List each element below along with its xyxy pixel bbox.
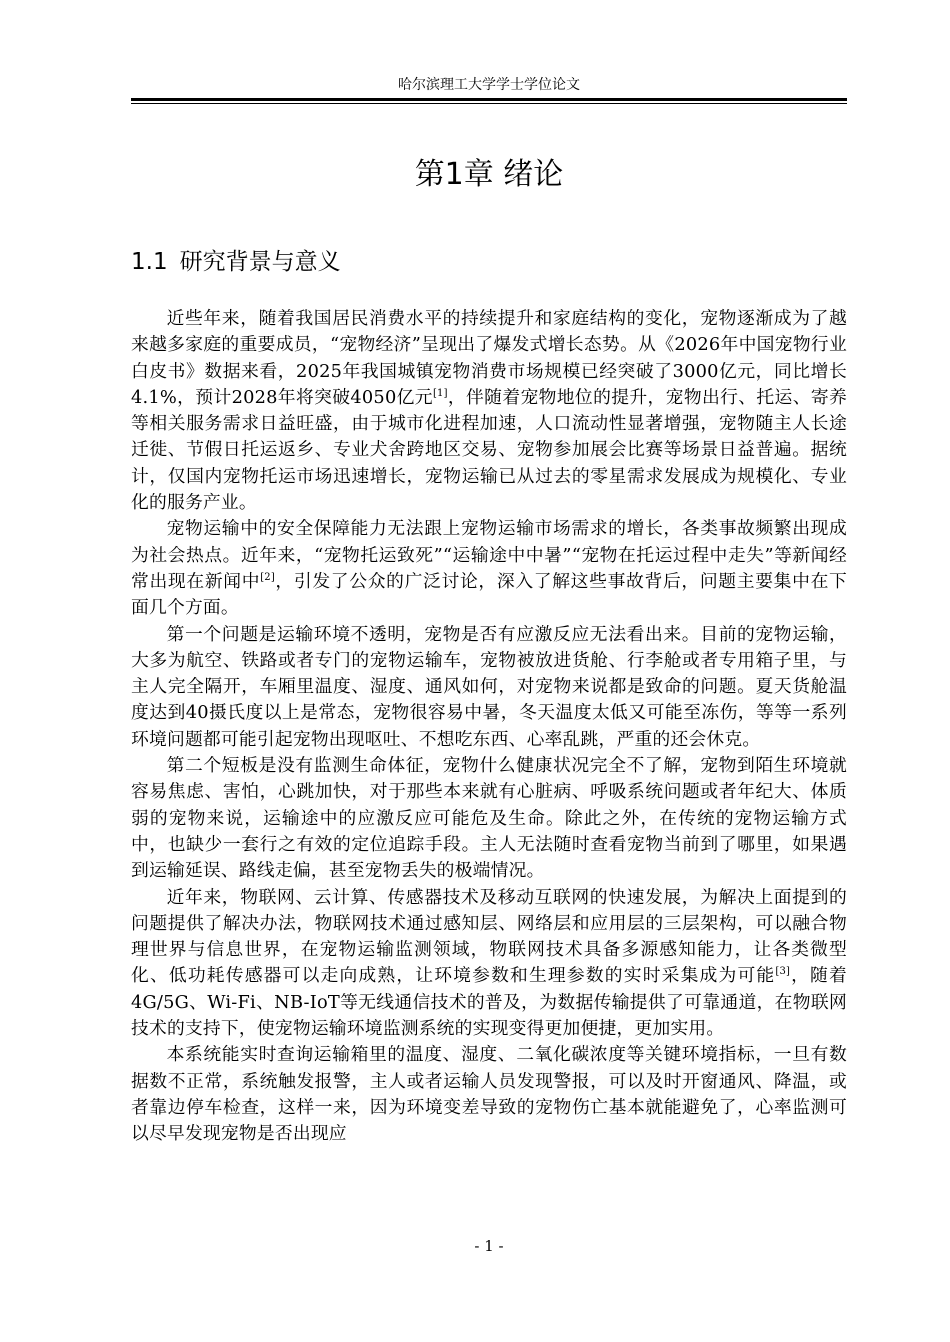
chapter-title: 第1章 绪论 bbox=[414, 157, 564, 192]
paragraph-text: 第二个短板是没有监测生命体征，宠物什么健康状况完全不了解，宠物到陌生环境就容易焦虑、害怕，心跳加快，对于那些本来就有心脏病、呼吸系统问题或者年纪大、体质弱的宠物来说，运输途中的应激反应可能危及生命。除此之外，在传统的宠物运输方式中，也缺少一套行之有效的定位追踪手段。主人无法随时查看宠物当前到了哪里，如果遇到运输延误、路线走偏，甚至宠物丢失的极端情况。 bbox=[131, 755, 847, 882]
body-paragraph bbox=[131, 753, 847, 884]
paragraph-text: 近年来，物联网、云计算、传感器技术及移动互联网的快速发展，为解决上面提到的问题提供了解决办法，物联网技术通过感知层、网络层和应用层的三层架构，可以融合物理世界与信息世界，在宠物运输监测领域，物联网技术具备多源感知能力，让各类微型化、低功耗传感器可以走向成熟，让环境参数和生理参数的实时采集成为可能 bbox=[131, 886, 847, 987]
paragraph-text: ，引发了公众的广泛讨论，深入了解这些事故背后，问题主要集中在下面几个方面。 bbox=[131, 570, 848, 619]
header-rule-thick bbox=[131, 98, 847, 101]
paragraph-text: 宠物运输中的安全保障能力无法跟上宠物运输市场需求的增长，各类事故频繁出现成为社会热点。近年来，“宠物托运致死”“运输途中中暑”“宠物在托运过程中走失”等新闻经常出现在新闻中 bbox=[131, 518, 847, 592]
section-heading bbox=[131, 245, 341, 279]
citation-marker: [2] bbox=[260, 572, 275, 584]
paragraph-text: 第一个问题是运输环境不透明，宠物是否有应激反应无法看出来。目前的宠物运输，大多为航空、铁路或者专门的宠物运输车，宠物被放进货舱、行李舱或者专用箱子里，与主人完全隔开，车厢里温度、湿度、通风如何，对宠物来说都是致命的问题。夏天货舱温度达到40摄氏度以上是常态，宠物很容易中暑，冬天温度太低又可能至冻伤，等等一系列环境问题都可能引起宠物出现呕吐、不想吃东西、心率乱跳，严重的还会休克。 bbox=[131, 623, 847, 750]
page-number: - 1 - bbox=[474, 1237, 504, 1255]
paragraph-text: ，随着4G/5G、Wi-Fi、NB-IoT等无线通信技术的普及，为数据传输提供了可靠通道，在物联网技术的支持下，使宠物运输环境监测系统的实现变得更加便捷，更加实用。 bbox=[131, 965, 847, 1040]
running-header: 哈尔滨理工大学学士学位论文 bbox=[398, 77, 580, 93]
paragraph-text: 近些年来，随着我国居民消费水平的持续提升和家庭结构的变化，宠物逐渐成为了越来越多家庭的重要成员，“宠物经济”呈现出了爆发式增长态势。从《2026年中国宠物行业白皮书》数据来看，2025年我国城镇宠物消费市场规模已经突破了3000亿元，同比增长4.1%，预计2028年将突破4050亿元 bbox=[131, 308, 847, 408]
header-rule-thin bbox=[131, 103, 847, 104]
body-paragraph bbox=[131, 306, 847, 516]
paragraph-text: 本系统能实时查询运输箱里的温度、湿度、二氧化碳浓度等关键环境指标，一旦有数据数不正常，系统触发报警，主人或者运输人员发现警报，可以及时开窗通风、降温，或者靠边停车检查，这样一来，因为环境变差导致的宠物伤亡基本就能避免了，心率监测可以尽早发现宠物是否出现应 bbox=[131, 1044, 847, 1145]
paragraph-text: ，伴随着宠物地位的提升，宠物出行、托运、寄养等相关服务需求日益旺盛，由于城市化进程加速，人口流动性显著增强，宠物随主人长途迁徙、节假日托运返乡、专业犬舍跨地区交易、宠物参加展会比赛等场景日益普遍。据统计，仅国内宠物托运市场迅速增长，宠物运输已从过去的零星需求发展成为规模化、专业化的服务产业。 bbox=[131, 386, 847, 514]
citation-marker: [1] bbox=[432, 387, 448, 399]
body-paragraph bbox=[131, 1042, 847, 1147]
body-paragraph bbox=[131, 516, 847, 621]
body-paragraph bbox=[131, 885, 847, 1043]
citation-marker: [3] bbox=[775, 966, 791, 978]
body-paragraph bbox=[131, 622, 847, 753]
section-title: 研究背景与意义 bbox=[179, 249, 341, 275]
body-text bbox=[131, 306, 847, 1148]
section-number: 1.1 bbox=[131, 249, 168, 275]
